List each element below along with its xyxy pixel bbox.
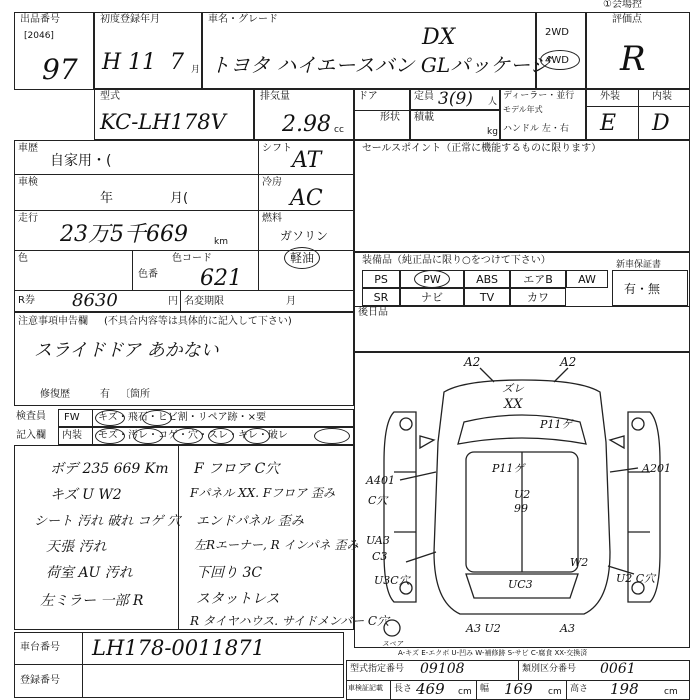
inspector-row2-items: モズ・汚レ・コゲ・穴・スレ・キレ・破レ <box>98 430 288 441</box>
drive-4wd-circle <box>540 50 580 70</box>
fuel-petrol: ガソリン <box>280 229 329 243</box>
remark-left-6: 左ミラー 一部 R <box>40 593 144 609</box>
inspection-cert-label: 車検証記載 <box>348 684 383 692</box>
disp-label: 排気量 <box>260 91 290 102</box>
remark-left-1: ボデ 235 669 Km <box>50 461 169 477</box>
mileage-unit: km <box>214 237 228 247</box>
repair-place: 〔箇所 <box>120 389 150 400</box>
car-diagram <box>354 352 690 648</box>
remark-left-4: 天張 汚れ <box>46 539 107 555</box>
model: KC-LH178V <box>100 110 226 134</box>
remark-right-7: R タイヤハウス. サイドメンバー C穴 <box>190 614 390 628</box>
recycle-unit: 円 <box>168 296 178 307</box>
height: 198 <box>610 680 639 698</box>
lot-number: 97 <box>42 53 78 86</box>
fuel-diesel-circle <box>284 247 320 269</box>
equip-pw: PW <box>400 270 464 288</box>
chassis-value: LH178-0011871 <box>92 636 265 660</box>
chassis-label: 車台番号 <box>20 642 60 653</box>
model-year-label: モデル年式 <box>503 105 543 114</box>
dmg-label: U2 <box>514 488 531 501</box>
name-label: 車名・グレード <box>208 14 278 25</box>
equip-pw-circle <box>414 270 450 288</box>
equipment-label: 装備品（純正品に限り○をつけて下さい） <box>362 255 551 266</box>
spare-tire <box>384 620 400 636</box>
interior-label: 内装 <box>652 91 672 102</box>
height-label: 高さ <box>570 684 589 694</box>
shift-label: シフト <box>262 143 292 154</box>
remark-right-1: F フロア C穴 <box>194 461 280 477</box>
category-label: 類別区分番号 <box>522 664 577 674</box>
repair-value: 有 <box>100 389 110 400</box>
wheel-fr <box>632 418 644 430</box>
history-value: 自家用・( <box>50 153 112 169</box>
width-unit: cm <box>548 687 562 697</box>
load-unit: kg <box>487 127 498 137</box>
notes-text: スライドドア あかない <box>34 340 219 361</box>
capacity-unit: 人 <box>488 97 498 107</box>
dmg-label: C3 <box>372 550 388 563</box>
new-warranty-value: 有・無 <box>624 282 661 296</box>
equip-navi: ナビ <box>400 288 464 306</box>
ac-label: 冷房 <box>262 177 282 188</box>
mileage: 23万5千669 <box>60 222 188 247</box>
ac: AC <box>290 186 323 211</box>
shape-label: 形状 <box>380 112 400 123</box>
equip-abs: ABS <box>464 270 510 288</box>
shift: AT <box>292 148 322 173</box>
dmg-label: A2 <box>464 355 481 369</box>
fuel-diesel: 軽油 <box>290 251 315 265</box>
expiry-month-unit: 月 <box>286 296 296 307</box>
dmg-label: スペア <box>382 640 403 648</box>
equip-leather: カワ <box>510 288 566 306</box>
lot-sub: [2046] <box>24 31 54 41</box>
grade: DX <box>422 25 456 50</box>
legend: A-キズ E-エクボ U-凹み W-補修跡 S-サビ C-腐食 XX-交換済 <box>398 649 588 657</box>
notes-sublabel: (不具合内容等は具体的に記入して下さい) <box>104 316 292 327</box>
recycle-label: R券 <box>18 295 35 306</box>
height-unit: cm <box>664 687 678 697</box>
recycle: 8630 <box>72 290 118 311</box>
fw-label: FW <box>64 412 80 423</box>
capacity-label: 定員 <box>414 91 434 102</box>
entry-label: 記入欄 <box>16 430 46 441</box>
dmg-label: P11ゲ <box>492 462 525 475</box>
stamp: ①会場控 <box>603 0 642 10</box>
model-label: 型式 <box>100 91 120 102</box>
month: 7 <box>170 50 184 75</box>
dmg-label: U3C穴 <box>374 574 410 587</box>
month-unit: 月 <box>191 65 201 75</box>
score: R <box>620 39 646 79</box>
dmg-label: C穴 <box>368 494 388 507</box>
remark-left-5: 荷室 AU 汚れ <box>46 565 133 581</box>
first-reg-label: 初度登録年月 <box>100 14 160 25</box>
exterior-label: 外装 <box>600 91 620 102</box>
remark-right-3: エンドパネル 歪み <box>196 514 304 529</box>
load-label: 積載 <box>414 112 434 123</box>
year: 11 <box>128 50 156 75</box>
designation: 09108 <box>420 661 465 677</box>
inspection-month-unit: 月( <box>170 191 189 206</box>
new-warranty-label: 新車保証書 <box>616 260 662 270</box>
later-label: 後日品 <box>358 307 388 318</box>
dmg-label: A3 U2 <box>466 622 501 635</box>
length-unit: cm <box>458 687 472 697</box>
dmg-label: P11ゲ <box>540 418 573 431</box>
handle-label: ハンドル 左・右 <box>503 124 569 134</box>
era: H <box>102 50 122 75</box>
selling-label: セールスポイント（正常に機能するものに限ります） <box>362 143 602 154</box>
length: 469 <box>416 680 445 698</box>
repair-label: 修復歴 <box>40 389 70 400</box>
inspector-label: 検査員 <box>16 411 46 422</box>
remark-right-2: Fパネル XX. Fフロア 歪み <box>190 486 335 500</box>
exterior: E <box>600 111 617 136</box>
dmg-label: A3 <box>560 622 575 635</box>
drive-4wd: 4WD <box>545 55 569 66</box>
car-name: トヨタ ハイエースバン GLパッケージ <box>210 53 550 77</box>
expiry-label: 名変期限 <box>184 296 224 307</box>
dmg-label: A2 <box>560 355 577 369</box>
displacement: 2.98 <box>282 112 331 137</box>
color-no-label: 色番 <box>138 269 158 280</box>
inspection-year-unit: 年 <box>100 191 114 206</box>
width-label: 幅 <box>480 684 490 694</box>
equip-sr: SR <box>362 288 400 306</box>
mileage-label: 走行 <box>18 213 38 224</box>
dmg-label: ズレ <box>502 382 524 395</box>
dmg-label: XX <box>504 397 523 412</box>
inspector-row1-items: キズ・飛石・ヒビ割・リペア跡・×要 <box>98 412 266 423</box>
remark-right-6: スタットレス <box>196 591 280 607</box>
inspection-label: 車検 <box>18 177 38 188</box>
color-code-label: 色コード <box>172 253 212 264</box>
remark-left-3: シート 汚れ 破れ コゲ 穴 <box>34 514 181 529</box>
dmg-label: U2 C穴 <box>616 572 656 585</box>
width: 169 <box>504 680 533 698</box>
color-label: 色 <box>18 253 28 264</box>
color-code: 621 <box>200 266 242 291</box>
equip-ps: PS <box>362 270 400 288</box>
designation-label: 型式指定番号 <box>350 664 405 674</box>
interior-entry-label: 内装 <box>62 430 82 441</box>
dmg-label: UA3 <box>366 534 390 547</box>
remark-right-5: 下回り 3C <box>196 565 263 581</box>
remark-left-2: キズ U W2 <box>50 487 122 503</box>
wheel-fl <box>400 418 412 430</box>
length-label: 長さ <box>394 684 413 694</box>
remark-right-4: 左Rエーナー, R インパネ 歪み <box>194 538 359 552</box>
equip-tv: TV <box>464 288 510 306</box>
interior: D <box>652 111 670 136</box>
selling-box <box>354 140 690 252</box>
drive-2wd: 2WD <box>545 27 569 38</box>
dmg-label: A401 <box>366 474 395 487</box>
reg-label: 登録番号 <box>20 675 60 686</box>
history-label: 車歴 <box>18 143 38 154</box>
capacity: 3(9) <box>438 89 473 109</box>
dmg-label: A201 <box>642 462 671 475</box>
score-label: 評価点 <box>612 14 642 25</box>
fuel-label: 燃料 <box>262 213 282 224</box>
equip-airbag: エアB <box>510 270 566 288</box>
category: 0061 <box>600 661 636 677</box>
notes-label: 注意事項申告欄 <box>18 316 88 327</box>
dmg-label: 99 <box>514 502 528 515</box>
equip-aw: AW <box>566 270 608 288</box>
lot-label: 出品番号 <box>20 14 60 25</box>
dealer-label: ディーラー・並行 <box>503 91 575 101</box>
dmg-label: W2 <box>570 556 589 569</box>
disp-unit: cc <box>334 125 344 135</box>
dmg-label: UC3 <box>508 578 533 591</box>
door-label: ドア <box>358 91 378 102</box>
